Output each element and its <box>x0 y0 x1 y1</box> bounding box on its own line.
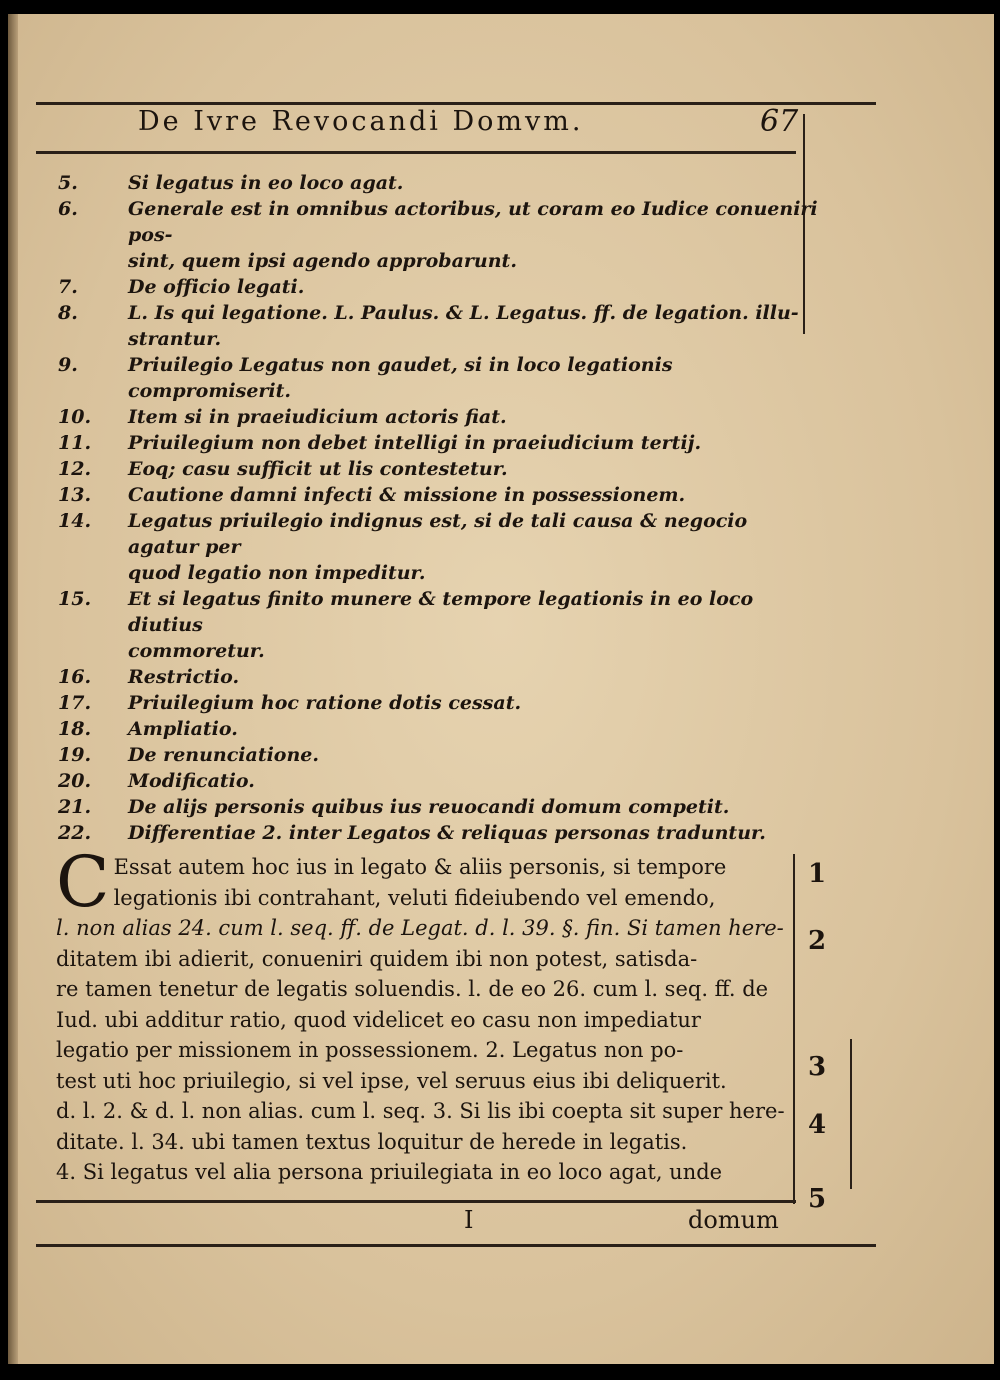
body-line: re tamen tenetur de legatis soluendis. l. de eo 26. cum l. seq. ff. de <box>56 977 769 1001</box>
body-line: ditatem ibi adierit, conueniri quidem ibi non potest, satisda- <box>56 946 698 971</box>
item-number: 11. <box>58 432 92 454</box>
item-number: 16. <box>58 666 92 688</box>
drop-cap: C <box>56 841 110 923</box>
page-number: 67 <box>760 104 799 139</box>
item-number: 10. <box>58 406 92 428</box>
summary-item <box>58 196 818 274</box>
item-text: Et si legatus finito munere & tempore legationis in eo loco diutius commoretur. <box>128 588 754 662</box>
item-text: Modificatio. <box>128 770 255 792</box>
body-line: test uti hoc priuilegio, si vel ipse, vel seruus eius ibi deliquerit. <box>56 1068 727 1093</box>
running-title: De Ivre Revocandi Domvm. <box>138 106 584 137</box>
item-text: De renunciatione. <box>128 744 320 766</box>
header-rule <box>36 151 796 154</box>
summary-item <box>58 404 818 430</box>
margin-number: 2 <box>808 926 827 956</box>
summary-item <box>58 664 818 690</box>
item-number: 8. <box>58 302 78 324</box>
item-text: Eoq; casu sufficit ut lis contestetur. <box>128 458 508 480</box>
signature-mark: I <box>464 1206 474 1234</box>
item-number: 6. <box>58 198 78 220</box>
summary-item <box>58 794 818 820</box>
summary-item <box>58 716 818 742</box>
footer-rule <box>36 1200 796 1203</box>
item-number: 21. <box>58 796 92 818</box>
margin-number: 3 <box>808 1052 827 1082</box>
body-line: ditate. l. 34. ubi tamen textus loquitur de herede in legatis. <box>56 1129 688 1154</box>
summary-item <box>58 508 818 586</box>
item-text: L. Is qui legatione. L. Paulus. & L. Legatus. ff. de legation. illu- strantur. <box>128 302 799 350</box>
item-text: De officio legati. <box>128 276 305 298</box>
frame-line <box>793 854 795 1204</box>
summary-item <box>58 820 818 846</box>
bottom-rule <box>36 1244 876 1247</box>
page-edge <box>8 14 18 1364</box>
summary-item <box>58 742 818 768</box>
summary-item <box>58 768 818 794</box>
body-line: l. non alias 24. cum l. seq. ff. de Legat. d. l. 39. §. fin. Si tamen here- <box>56 916 784 940</box>
margin-number: 1 <box>808 859 827 889</box>
summary-item <box>58 482 818 508</box>
item-number: 17. <box>58 692 92 714</box>
item-text: Priuilegio Legatus non gaudet, si in loco legationis compromiserit. <box>128 354 673 402</box>
item-number: 15. <box>58 588 92 610</box>
top-rule <box>36 102 876 105</box>
item-text: Priuilegium non debet intelligi in praeiudicium tertij. <box>128 432 702 454</box>
body-line: Essat autem hoc ius in legato & aliis personis, si tempore <box>113 855 727 879</box>
body-line: Iud. ubi additur ratio, quod videlicet eo casu non impediatur <box>56 1007 701 1032</box>
item-number: 5. <box>58 172 78 194</box>
item-number: 14. <box>58 510 92 532</box>
item-text: Generale est in omnibus actoribus, ut coram eo Iudice conueniri pos- sint, quem ipsi agendo approbarunt. <box>128 198 818 272</box>
summary-item <box>58 456 818 482</box>
body-line: d. l. 2. & d. l. non alias. cum l. seq. 3. Si lis ibi coepta sit super here- <box>56 1099 785 1123</box>
body-line: legatio per missionem in possessionem. 2. Legatus non po- <box>56 1038 684 1062</box>
item-number: 18. <box>58 718 92 740</box>
summary-list <box>58 170 818 846</box>
book-page <box>8 14 994 1364</box>
summary-item <box>58 170 818 196</box>
summary-item <box>58 274 818 300</box>
item-text: Ampliatio. <box>128 718 238 740</box>
item-text: Differentiae 2. inter Legatos & reliquas personas traduntur. <box>128 822 766 844</box>
item-number: 20. <box>58 770 92 792</box>
item-text: Cautione damni infecti & missione in possessionem. <box>128 484 686 506</box>
margin-number: 5 <box>808 1184 827 1214</box>
item-number: 22. <box>58 822 92 844</box>
item-text: Priuilegium hoc ratione dotis cessat. <box>128 692 522 714</box>
margin-number: 4 <box>808 1110 827 1140</box>
summary-item <box>58 352 818 404</box>
item-text: Si legatus in eo loco agat. <box>128 172 404 194</box>
item-text: Restrictio. <box>128 666 240 688</box>
frame-line <box>850 1039 852 1189</box>
summary-item <box>58 430 818 456</box>
item-text: Legatus priuilegio indignus est, si de tali causa & negocio agatur per quod legatio non impeditur. <box>128 510 748 584</box>
catchword: domum <box>688 1206 779 1234</box>
item-text: Item si in praeiudicium actoris fiat. <box>128 406 507 428</box>
item-number: 19. <box>58 744 92 766</box>
summary-item <box>58 300 818 352</box>
item-text: De alijs personis quibus ius reuocandi domum competit. <box>128 796 730 818</box>
body-text <box>56 841 791 1188</box>
summary-item <box>58 690 818 716</box>
item-number: 7. <box>58 276 78 298</box>
body-line: legationis ibi contrahant, veluti fideiubendo vel emendo, <box>113 885 716 910</box>
item-number: 13. <box>58 484 92 506</box>
item-number: 9. <box>58 354 78 376</box>
item-number: 12. <box>58 458 92 480</box>
body-line: 4. Si legatus vel alia persona priuilegiata in eo loco agat, unde <box>56 1160 723 1184</box>
summary-item <box>58 586 818 664</box>
